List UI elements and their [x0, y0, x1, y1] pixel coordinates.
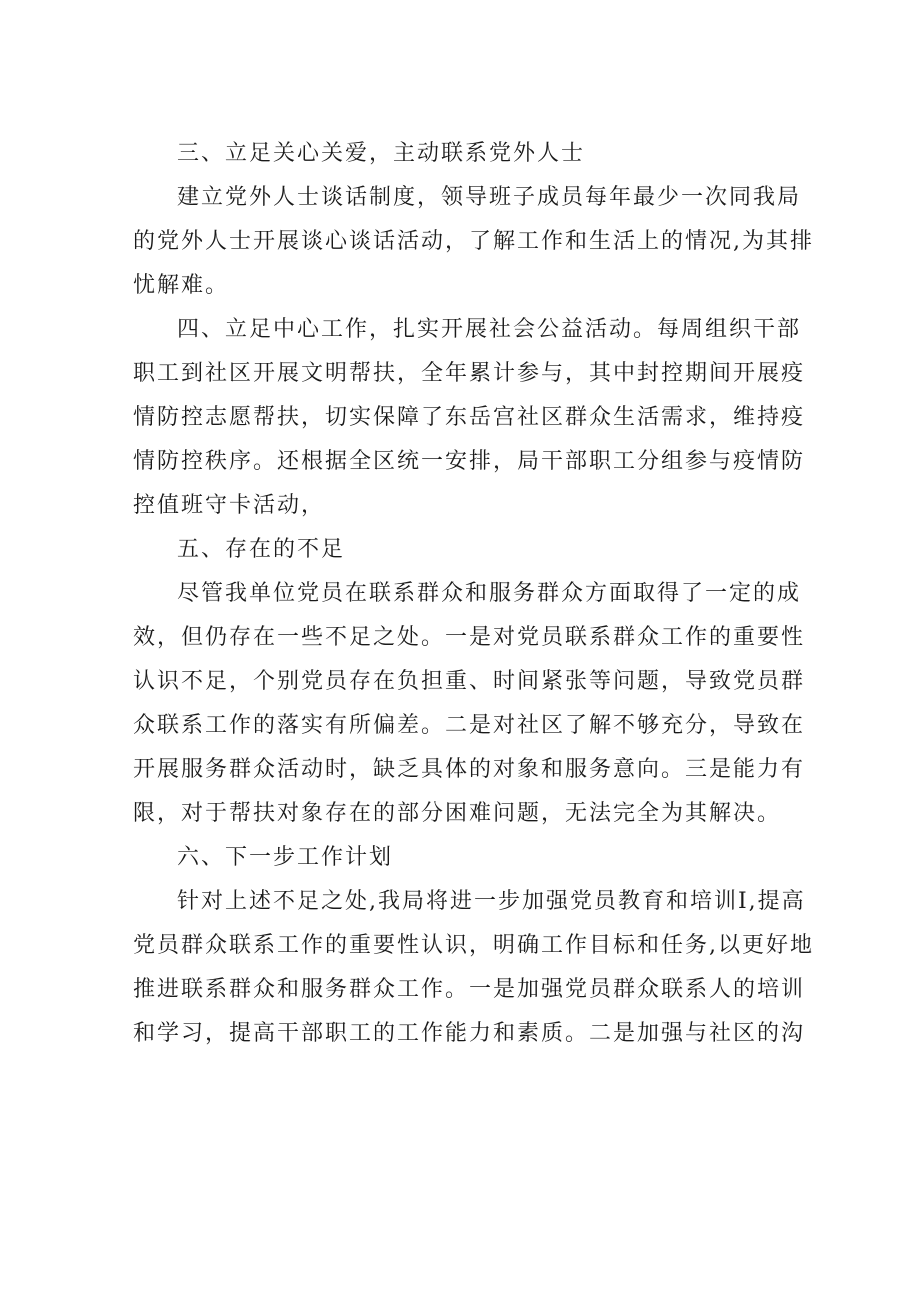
paragraph-line: 四、立足中心工作，扎实开展社会公益活动。每周组织干部 — [177, 317, 802, 342]
paragraph-line: 情防控志愿帮扶，切实保障了东岳宫社区群众生活需求，维持疫 — [133, 405, 806, 430]
paragraph-line: 控值班守卡活动， — [133, 493, 326, 518]
paragraph-line: 推进联系群众和服务群众工作。一是加强党员群众联系人的培训 — [133, 977, 806, 1002]
paragraph-line: 开展服务群众活动时，缺乏具体的对象和服务意向。三是能力有 — [133, 757, 806, 782]
paragraph-line: 建立党外人士谈话制度，领导班子成员每年最少一次同我局 — [177, 185, 802, 210]
paragraph-line: 尽管我单位党员在联系群众和服务群众方面取得了一定的成 — [177, 581, 802, 606]
paragraph-line: 情防控秩序。还根据全区统一安排，局干部职工分组参与疫情防 — [133, 449, 806, 474]
paragraph-line: 党员群众联系工作的重要性认识，明确工作目标和任务,以更好地 — [133, 933, 814, 958]
paragraph-line: 限，对于帮扶对象存在的部分困难问题，无法完全为其解决。 — [133, 801, 782, 826]
paragraph-line: 职工到社区开展文明帮扶，全年累计参与，其中封控期间开展疫 — [133, 361, 806, 386]
paragraph-line: 的党外人士开展谈心谈话活动，了解工作和生活上的情况,为其排 — [133, 229, 814, 254]
section-heading-5: 五、存在的不足 — [177, 537, 346, 562]
paragraph-line: 众联系工作的落实有所偏差。二是对社区了解不够充分，导致在 — [133, 713, 806, 738]
paragraph-line: 效，但仍存在一些不足之处。一是对党员联系群众工作的重要性 — [133, 625, 806, 650]
paragraph-line: 认识不足，个别党员存在负担重、时间紧张等问题，导致党员群 — [133, 669, 806, 694]
paragraph-line: 和学习，提高干部职工的工作能力和素质。二是加强与社区的沟 — [133, 1021, 806, 1046]
paragraph-line: 针对上述不足之处,我局将进一步加强党员教育和培训Ⅰ,提高 — [177, 889, 806, 914]
paragraph-line: 忧解难。 — [133, 273, 230, 298]
section-heading-3: 三、立足关心关爱，主动联系党外人士 — [177, 141, 586, 166]
document-page — [133, 132, 814, 1056]
section-heading-6: 六、下一步工作计划 — [177, 845, 394, 870]
